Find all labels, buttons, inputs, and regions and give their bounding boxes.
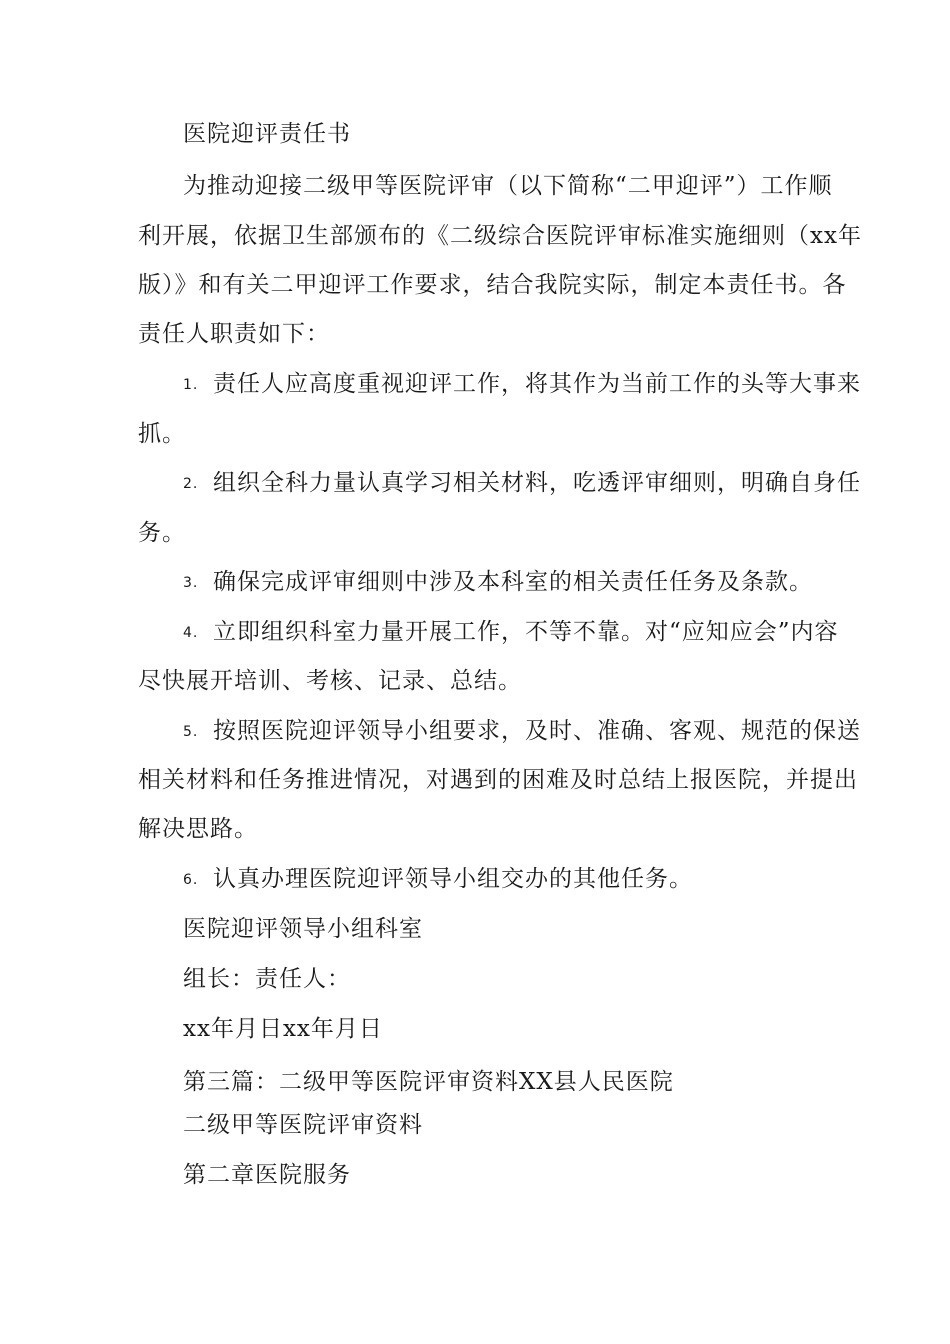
intro-line-3: 版）》和有关二甲迎评工作要求，结合我院实际，制定本责任书。各 <box>138 272 847 298</box>
list-item-4 <box>183 616 839 649</box>
list-item-number: 4. <box>183 625 199 641</box>
list-item-number: 6. <box>183 872 199 888</box>
intro-line-2: 利开展，依据卫生部颁布的《二级综合医院评审标准实施细则（xx年 <box>138 223 862 249</box>
list-item-1 <box>183 368 861 401</box>
list-item-1-continued: 抓。 <box>138 421 186 447</box>
list-item-text: 确保完成评审细则中涉及本科室的相关责任任务及条款。 <box>213 569 813 595</box>
list-item-6 <box>183 863 873 896</box>
list-item-5-continued: 相关材料和任务推进情况，对遇到的困难及时总结上报医院，并提出 <box>138 767 858 793</box>
list-item-text: 责任人应高度重视迎评工作，将其作为当前工作的头等大事来 <box>213 371 861 397</box>
chapter-heading: 第二章医院服务 <box>183 1162 351 1188</box>
list-item-text: 按照医院迎评领导小组要求，及时、准确、客观、规范的保送 <box>213 718 861 744</box>
list-item-5-continued-2: 解决思路。 <box>138 816 258 842</box>
document-title: 医院迎评责任书 <box>183 121 351 147</box>
list-item-4-continued: 尽快展开培训、考核、记录、总结。 <box>138 668 522 694</box>
signoff-dates: xx年月日xx年月日 <box>183 1016 383 1042</box>
signoff-org: 医院迎评领导小组科室 <box>183 916 423 942</box>
list-item-number: 3. <box>183 575 199 591</box>
list-item-text: 认真办理医院迎评领导小组交办的其他任务。 <box>213 866 693 892</box>
list-item-number: 5. <box>183 724 199 740</box>
list-item-2-continued: 务。 <box>138 520 186 546</box>
list-item-number: 1. <box>183 377 199 393</box>
list-item-text: 立即组织科室力量开展工作，不等不靠。对“应知应会”内容 <box>213 619 839 645</box>
list-item-text: 组织全科力量认真学习相关材料，吃透评审细则，明确自身任 <box>213 470 861 496</box>
list-item-2 <box>183 467 861 500</box>
section-heading: 第三篇：二级甲等医院评审资料XX县人民医院 <box>183 1069 674 1095</box>
list-item-3 <box>183 566 873 599</box>
intro-line-1: 为推动迎接二级甲等医院评审（以下简称“二甲迎评”）工作顺 <box>183 173 833 199</box>
section-subheading: 二级甲等医院评审资料 <box>183 1112 423 1138</box>
signoff-leaders: 组长：责任人： <box>183 966 351 992</box>
list-item-5 <box>183 715 861 748</box>
intro-line-4: 责任人职责如下： <box>138 321 330 347</box>
list-item-number: 2. <box>183 476 199 492</box>
